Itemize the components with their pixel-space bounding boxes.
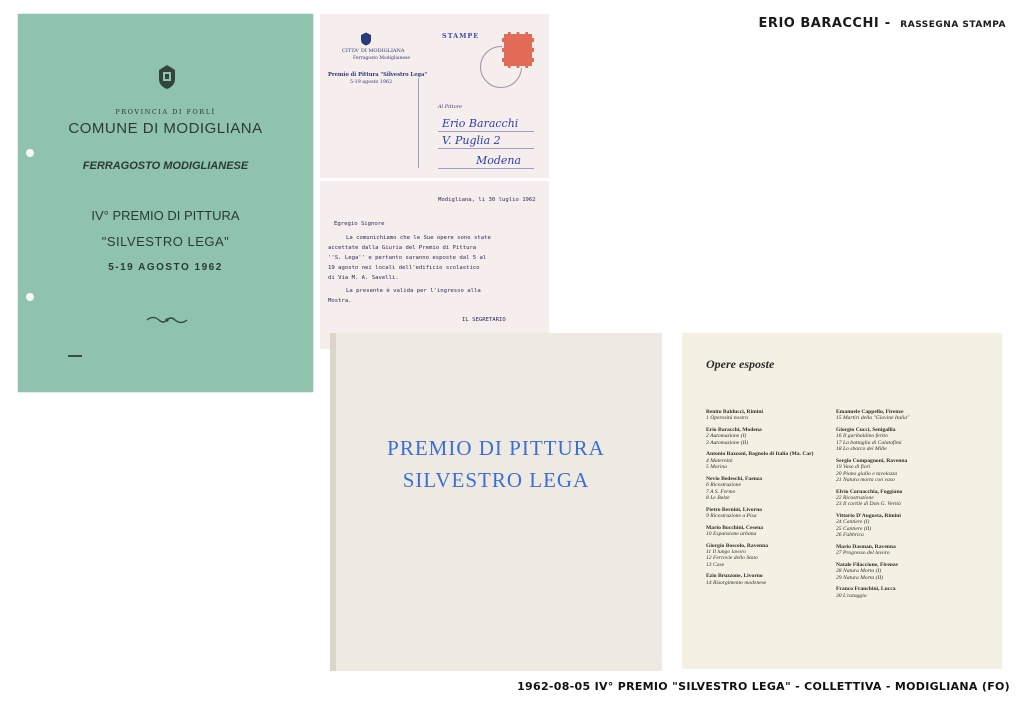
document-caption: 1962-08-05 IV° PREMIO "SILVESTRO LEGA" - COLLETTIVA - MODIGLIANA (FO): [517, 680, 1010, 693]
artist-name: Ezio Bruzzone, Livorno: [706, 573, 763, 580]
letter-line: di Via M. A. Savelli.: [328, 275, 399, 281]
letter-line: La comunichiamo che le Sue opere sono state: [346, 235, 491, 241]
artist-name: Emanuele Cappello, Firenze: [836, 409, 904, 415]
artist-name: Nevio Bedeschi, Faenza: [706, 475, 763, 482]
artist-name: Giorgio Boscolo, Ravenna: [706, 542, 768, 549]
section-title: RASSEGNA STAMPA: [900, 20, 1006, 30]
work-title: 27 Progresso del lavoro: [836, 550, 890, 557]
work-title: 13 Case: [706, 561, 725, 568]
artist-name: Erio Baracchi, Modena: [706, 427, 762, 433]
work-title: 21 Natura morta con vaso: [836, 477, 895, 484]
letter-line: accettate dalla Giuria del Premio di Pittura: [328, 245, 477, 251]
artist-entry: [836, 562, 976, 581]
artist-entry: [836, 513, 976, 539]
letter-line: 19 agosto nei locali dell'edificio scolastico: [328, 265, 480, 271]
artist-name: Mario Bocchini, Cesena: [706, 524, 764, 531]
artist-entry: [836, 586, 976, 599]
letter-validity: La presente è valida per l'ingresso alla: [346, 288, 481, 294]
work-title: 19 Vaso di fiori: [836, 464, 871, 471]
work-title: 15 Martiri della "Giovine Italia": [836, 415, 910, 422]
booklet-title-line2: SILVESTRO LEGA: [402, 468, 590, 492]
work-title: 5 Marina: [706, 464, 727, 471]
artist-entry: [706, 451, 846, 470]
address-line: [438, 168, 534, 169]
work-title: 6 Ricostruzione: [706, 482, 741, 489]
province-label: PROVINCIA DI FORLÌ: [115, 108, 216, 116]
work-title: 29 Natura Morta (II): [836, 574, 884, 581]
works-column-right: [836, 409, 976, 604]
premio-title: IV° PREMIO DI PITTURA: [91, 208, 240, 223]
artist-name: Benito Balducci, Rimini: [706, 409, 764, 415]
artist-entry: [706, 573, 846, 586]
letter-validity: Mostra.: [328, 298, 352, 304]
work-title: 9 Ricostruzione a Pisa: [706, 513, 757, 520]
work-title: 30 L'ostaggio: [836, 592, 867, 599]
work-title: 10 Espansione urbana: [706, 531, 757, 538]
exhibited-works-page: [682, 333, 1002, 669]
artist-entry: [836, 489, 976, 508]
artist-name: Sergio Compagnoni, Ravenna: [836, 457, 908, 464]
works-list-title: Opere esposte: [706, 357, 775, 371]
artist-name: Natale Filaccione, Firenze: [836, 561, 898, 568]
comune-title: COMUNE DI MODIGLIANA: [68, 120, 263, 137]
work-title: 12 Ferrovie dello Stato: [706, 555, 758, 562]
artist-name: Pietro Bernini, Livorno: [706, 506, 762, 513]
printer-mark: [68, 355, 82, 357]
catalogue-cover: [18, 14, 313, 392]
binder-hole: [26, 293, 34, 301]
artist-name: Giorgio Cucci, Senigallia: [836, 427, 896, 433]
work-title: 20 Piano giallo e tavolozza: [836, 470, 898, 477]
premio-label: Premio di Pittura "Silvestro Lega": [328, 72, 428, 78]
artist-entry: [706, 507, 846, 520]
booklet-cover: [330, 333, 662, 671]
artist-entry: [706, 427, 846, 446]
work-title: 23 Il cortile di Don G. Verità: [836, 501, 901, 508]
coat-of-arms-icon: [156, 64, 178, 90]
stampe-label: STAMPE: [442, 32, 480, 40]
work-title: 4 Maternità: [706, 457, 733, 464]
address-line: [438, 131, 534, 132]
work-title: 17 La battaglia di Calatafimi: [836, 439, 902, 446]
artist-entry: [836, 409, 976, 422]
ornament-icon: [145, 314, 189, 326]
exhibition-dates: 5-19 AGOSTO 1962: [108, 262, 223, 273]
address-line: [438, 148, 534, 149]
work-title: 7 A S. Fermo: [706, 488, 736, 495]
addressee-street: V. Puglia 2: [442, 134, 501, 147]
works-column-left: [706, 409, 846, 591]
letter-salutation: Egregio Signore: [334, 221, 385, 227]
page-header: [759, 12, 1006, 31]
artist-name: Vittorio D'Augusta, Rimini: [836, 513, 901, 520]
work-title: 14 Risorgimento modenese: [706, 579, 767, 586]
artist-entry: [836, 458, 976, 484]
work-title: 25 Cantiere (II): [836, 525, 872, 532]
artist-entry: [836, 427, 976, 453]
artist-entry: [706, 525, 846, 538]
work-title: 3 Automazione (II): [706, 439, 749, 446]
addressee-city: Modena: [476, 154, 522, 167]
postage-stamp: [502, 32, 534, 68]
binder-hole: [26, 149, 34, 157]
work-title: 24 Cantiere (I): [836, 519, 870, 526]
ferragosto-label: Ferragosto Modiglianese: [353, 56, 410, 61]
letter-dateline: Modigliana, li 30 luglio 1962: [438, 197, 536, 203]
date-label: 5-19 agosto 1962: [350, 80, 393, 85]
work-title: 18 Lo sbarco dei Mille: [836, 446, 887, 453]
artist-name: Antonio Bazzoni, Bagnolo di Italia (Ma. Car): [706, 451, 814, 458]
coat-of-arms-icon: [360, 32, 372, 46]
postcard-front: [320, 14, 549, 178]
work-title: 28 Natura Morta (I): [836, 568, 882, 575]
artist-entry: [836, 544, 976, 557]
work-title: 26 Fabbrica: [836, 532, 864, 539]
divider: [418, 78, 419, 168]
al-pittore-label: Al Pittore: [438, 104, 463, 110]
work-title: 2 Automazione (I): [706, 433, 747, 440]
artist-name: Mario Dasman, Ravenna: [836, 543, 896, 550]
artist-name: Elvio Cornacchia, Foggiano: [836, 488, 903, 495]
artist-entry: [706, 476, 846, 502]
letter-line: ''S. Lega'' e pertanto saranno esposte dal 5 al: [328, 255, 487, 261]
work-title: 1 Operosità nostra: [706, 415, 749, 422]
ferragosto-label: FERRAGOSTO MODIGLIANESE: [82, 160, 249, 172]
artist-entry: [706, 543, 846, 569]
acceptance-letter: [320, 181, 549, 349]
addressee-name: Erio Baracchi: [442, 117, 519, 130]
booklet-title-line1: PREMIO DI PITTURA: [387, 436, 605, 460]
citta-label: CITTA' DI MODIGLIANA: [342, 48, 405, 54]
work-title: 11 Il lungo lavoro: [706, 549, 746, 556]
work-title: 8 Le Balze: [706, 495, 730, 502]
letter-signature: IL SEGRETARIO: [462, 317, 506, 323]
artist-name: Franco Franchini, Lucca: [836, 586, 896, 593]
artist-name: ERIO BARACCHI: [758, 16, 880, 31]
silvestro-lega-title: "SILVESTRO LEGA": [101, 234, 230, 249]
work-title: 22 Ricostruzione: [836, 495, 874, 502]
work-title: 16 Il garibaldino ferito: [836, 433, 888, 440]
header-separator: -: [884, 16, 891, 31]
booklet-edge: [330, 333, 336, 671]
artist-entry: [706, 409, 846, 422]
